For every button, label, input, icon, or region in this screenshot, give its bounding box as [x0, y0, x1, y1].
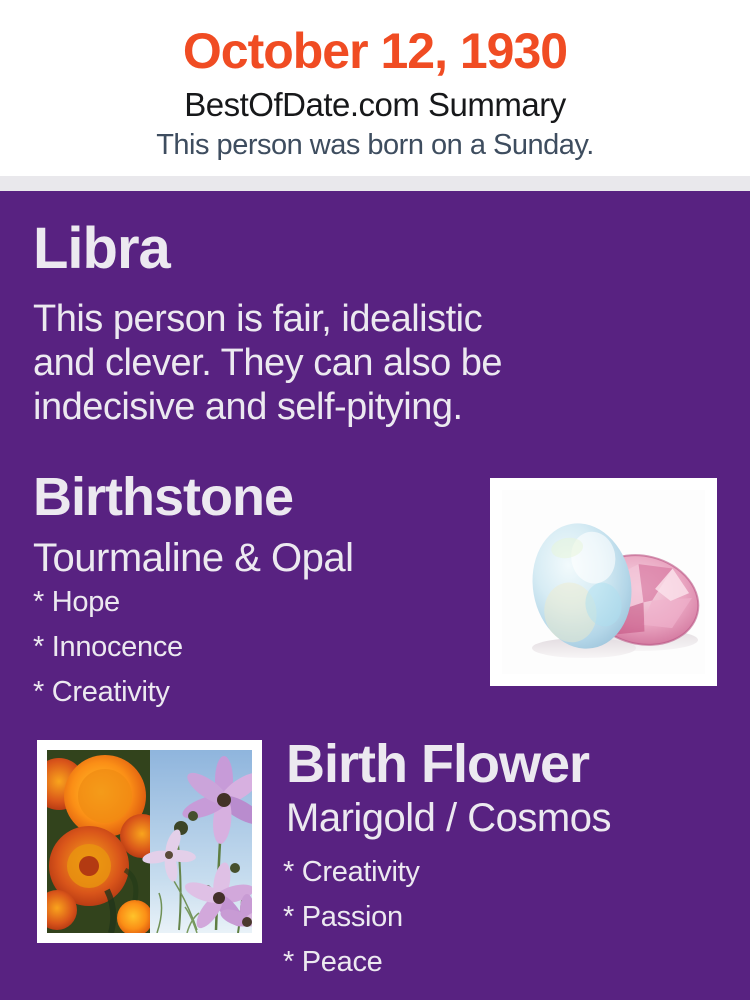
birthstone-trait: * Innocence	[33, 631, 183, 663]
birth-flower-names: Marigold / Cosmos	[286, 796, 611, 840]
birth-flower-heading: Birth Flower	[286, 734, 590, 794]
birthstone-photo	[490, 478, 717, 686]
birth-flower-trait: * Peace	[283, 946, 383, 978]
zodiac-description-line: and clever. They can also be	[33, 342, 503, 384]
birthstone-heading: Birthstone	[33, 467, 293, 527]
opal-tourmaline-illustration	[502, 490, 705, 674]
zodiac-heading: Libra	[33, 216, 170, 281]
header	[0, 0, 750, 176]
zodiac-description-line: This person is fair, idealistic	[33, 298, 483, 340]
zodiac-description	[33, 297, 502, 429]
marigold-cosmos-illustration	[47, 750, 252, 933]
birth-flower-photo	[37, 740, 262, 943]
page-title-date: October 12, 1930	[182, 23, 568, 79]
born-day-line: This person was born on a Sunday.	[156, 129, 594, 161]
birthstone-trait: * Hope	[33, 586, 120, 618]
birthstone-names: Tourmaline & Opal	[33, 536, 354, 580]
birthstone-trait: * Creativity	[33, 676, 170, 708]
divider-bar	[0, 176, 750, 191]
birth-flower-trait: * Passion	[283, 901, 403, 933]
zodiac-description-line: indecisive and self-pitying.	[33, 386, 463, 428]
site-summary-title: BestOfDate.com Summary	[184, 86, 566, 123]
birth-flower-trait: * Creativity	[283, 856, 420, 888]
